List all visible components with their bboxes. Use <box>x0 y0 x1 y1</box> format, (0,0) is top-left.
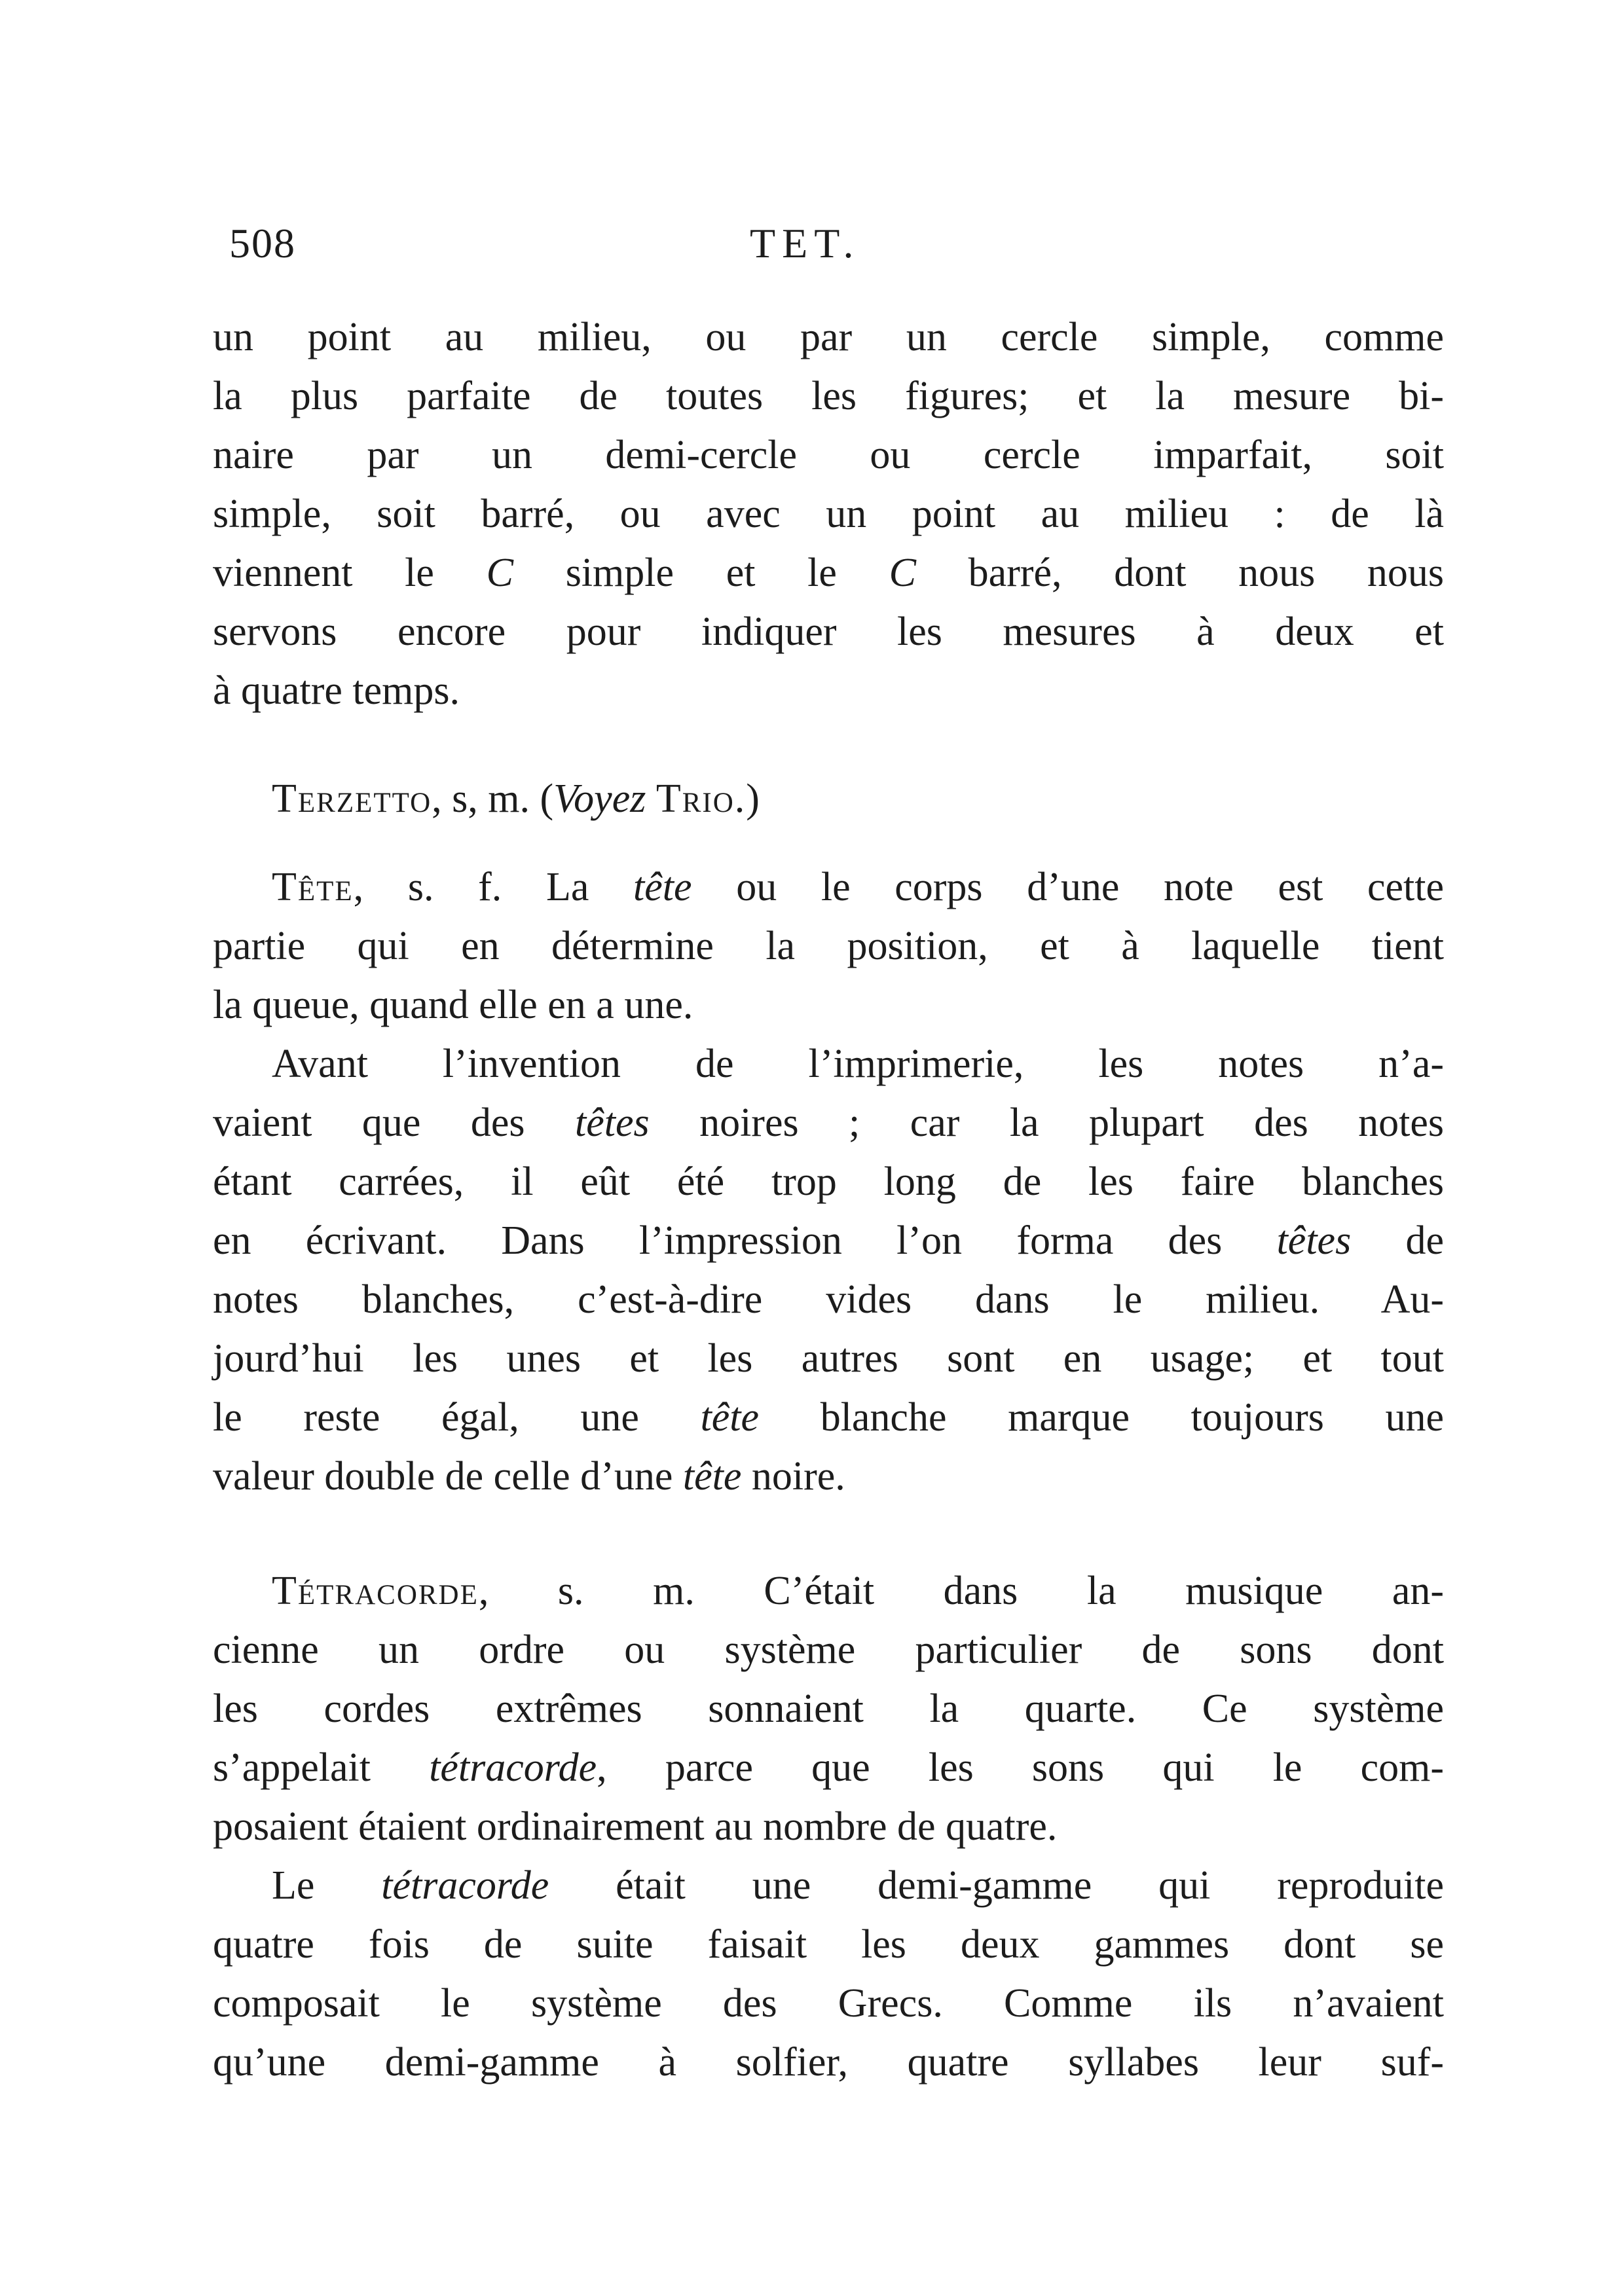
cross-reference-target: Trio. <box>655 776 747 821</box>
italic-letter: C <box>486 551 513 595</box>
cross-reference-label: Voyez <box>553 776 646 821</box>
text-line: jourd’hui les unes et les autres sont en usage; et tout <box>213 1336 1444 1381</box>
text-line: s’appelait tétracorde, parce que les sons qui le com- <box>213 1745 1444 1790</box>
text-line: servons encore pour indiquer les mesures à deux et <box>213 610 1444 654</box>
text-line: Avant l’invention de l’imprimerie, les notes n’a- <box>272 1042 1444 1086</box>
text-line: composait le système des Grecs. Comme ils n’avaient <box>213 1981 1444 2026</box>
text-line: valeur double de celle d’une tête noire. <box>213 1454 845 1499</box>
text-line: Tête, s. f. La tête ou le corps d’une note est cette <box>272 865 1445 909</box>
entry-headword: Tétracorde <box>272 1569 479 1613</box>
continuation-paragraph <box>213 308 1444 720</box>
text-line: les cordes extrêmes sonnaient la quarte. Ce système <box>213 1686 1444 1731</box>
text-line: le reste égal, une tête blanche marque toujours une <box>213 1395 1444 1440</box>
text-line: à quatre temps. <box>213 668 460 713</box>
text-line: cienne un ordre ou système particulier de sons dont <box>213 1628 1444 1672</box>
text-line: Le tétracorde était une demi-gamme qui reproduite <box>272 1863 1445 1908</box>
text-line: partie qui en détermine la position, et à laquelle tient <box>213 924 1444 968</box>
entry-headword: Tête <box>272 865 354 909</box>
text-line: étant carrées, il eût été trop long de les faire blanches <box>213 1159 1444 1204</box>
text-line: vaient que des têtes noires ; car la plupart des notes <box>213 1101 1445 1145</box>
running-title: TET. <box>750 220 860 266</box>
italic-letter: C <box>889 551 916 595</box>
entry-tete <box>213 858 1444 1506</box>
text-line: Tétracorde, s. m. C’était dans la musique an- <box>272 1569 1444 1613</box>
text-line: simple, soit barré, ou avec un point au milieu : de là <box>213 492 1444 536</box>
entry-headword: Terzetto <box>272 776 432 821</box>
text-line: en écrivant. Dans l’impression l’on forma des têtes de <box>213 1218 1445 1263</box>
text-line: Terzetto, s, m. (Voyez Trio.) <box>272 776 760 821</box>
text-line: un point au milieu, ou par un cercle simple, comme <box>213 315 1444 359</box>
running-head <box>223 219 1428 278</box>
text-line: quatre fois de suite faisait les deux gammes dont se <box>213 1922 1444 1967</box>
text-line: qu’une demi-gamme à solfier, quatre syllabes leur suf- <box>213 2040 1444 2085</box>
text-line: notes blanches, c’est-à-dire vides dans le milieu. Au- <box>213 1277 1444 1322</box>
entry-terzetto <box>213 769 1444 828</box>
entry-tetracorde <box>213 1561 1444 2092</box>
text-line: viennent le C simple et le C barré, dont nous nous <box>213 551 1445 595</box>
text-line: la queue, quand elle en a une. <box>213 983 693 1027</box>
text-line: la plus parfaite de toutes les figures; et la mesure bi- <box>213 374 1444 418</box>
text-line: naire par un demi-cercle ou cercle imparfait, soit <box>213 433 1444 477</box>
text-line: posaient étaient ordinairement au nombre de quatre. <box>213 1804 1058 1849</box>
page-number: 508 <box>229 220 296 266</box>
